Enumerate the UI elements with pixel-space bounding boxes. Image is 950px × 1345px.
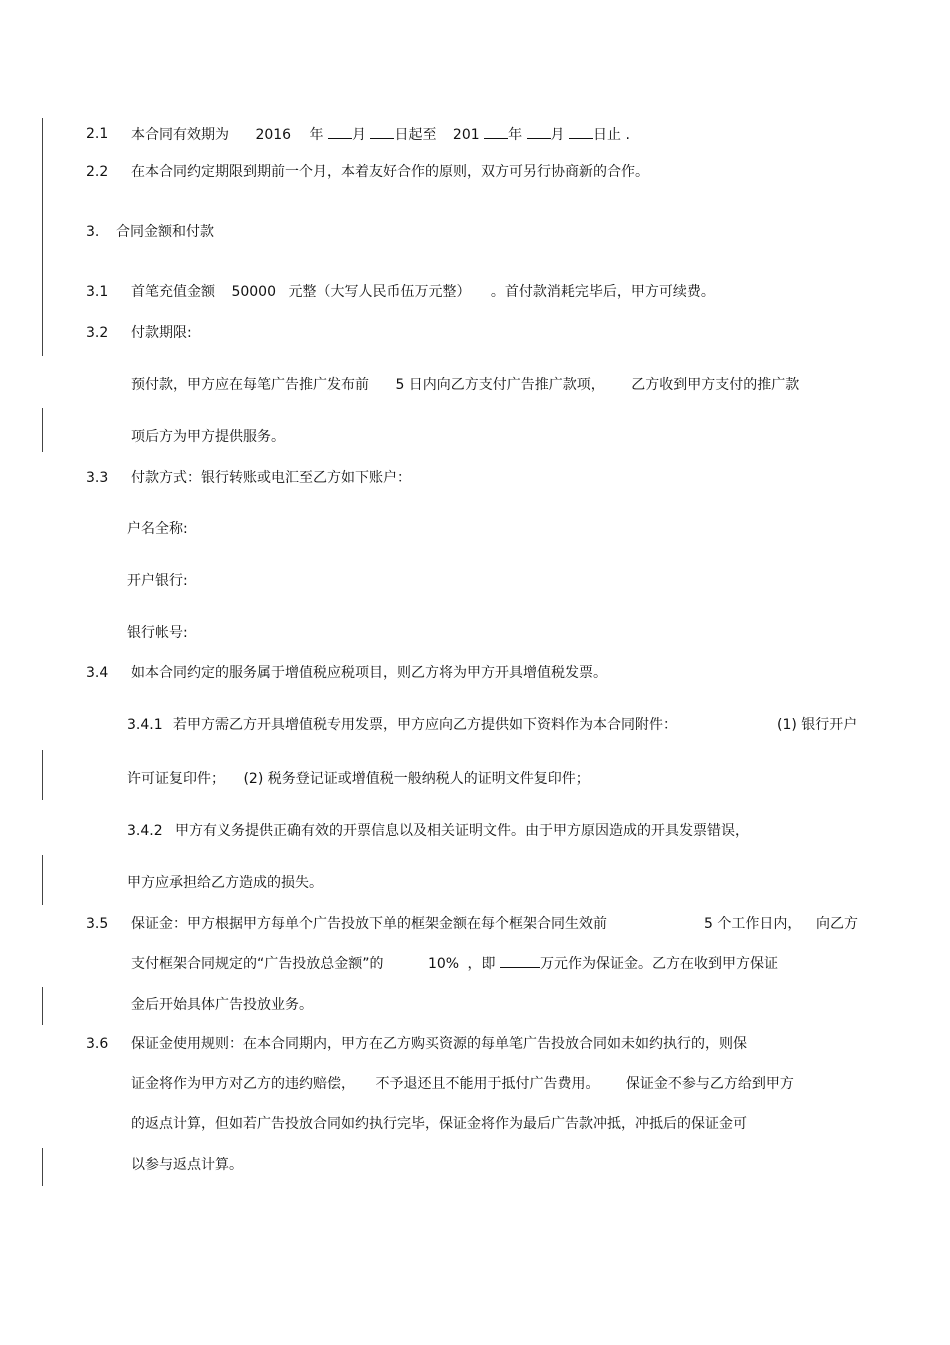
blank-field	[328, 124, 352, 139]
revision-bar	[42, 987, 43, 1025]
text: 许可证复印件；	[127, 771, 225, 787]
year-value: 2016	[255, 127, 292, 143]
clause-text: 保证金：甲方根据甲方每单个广告投放下单的框架金额在每个框架合同生效前	[131, 916, 607, 932]
text: 保证金不参与乙方给到甲方	[625, 1076, 794, 1092]
revision-bar	[42, 408, 43, 452]
clause-text: 如本合同约定的服务属于增值税应税项目，则乙方将为甲方开具增值税发票。	[131, 665, 607, 681]
clause-text: 以参与返点计算。	[131, 1157, 243, 1173]
text: 本合同有效期为	[131, 127, 229, 143]
text: 支付框架合同规定的“广告投放总金额”的	[131, 956, 384, 972]
text: 日起至	[394, 127, 437, 143]
subclause-text: 若甲方需乙方开具增值税专用发票，甲方应向乙方提供如下资料作为本合同附件：	[173, 717, 677, 733]
clause-text: 保证金使用规则：在本合同期内，甲方在乙方购买资源的每单笔广告投放合同如未如约执行的，则保	[131, 1036, 747, 1052]
clause-number: 2.1	[86, 126, 109, 142]
text: 5 日内向乙方支付广告推广款项，	[395, 377, 605, 393]
account-name-label: 户名全称:	[127, 521, 188, 537]
clause-line	[131, 124, 630, 145]
paragraph-line	[131, 375, 799, 395]
clause-text: 付款期限:	[131, 325, 192, 341]
clause-text: 向乙方	[816, 916, 858, 932]
text: 。首付款消耗完毕后，甲方可续费。	[490, 284, 715, 300]
clause-number: 3.1	[86, 284, 109, 300]
text: 万元作为保证金。乙方在收到甲方保证	[540, 956, 778, 972]
subclause-text: (1) 银行开户	[777, 717, 858, 733]
clause-number: 3.2	[86, 325, 109, 341]
clause-number: 2.2	[86, 164, 109, 180]
clause-text: 5 个工作日内，	[704, 916, 802, 932]
section-heading: 合同金额和付款	[116, 224, 214, 240]
text: 乙方收到甲方支付的推广款	[631, 377, 800, 393]
subclause-number: 3.4.2	[127, 823, 163, 839]
text: 元整（大写人民币伍万元整）	[288, 284, 471, 300]
revision-bar	[42, 855, 43, 905]
text: (2) 税务登记证或增值税一般纳税人的证明文件复印件；	[243, 771, 590, 787]
text: 年	[309, 127, 324, 143]
blank-field	[370, 124, 394, 139]
amount-value: 50000	[231, 284, 276, 300]
clause-number: 3.3	[86, 470, 109, 486]
text: 首笔充值金额	[131, 284, 215, 300]
subclause-line	[127, 769, 590, 789]
clause-line	[131, 1074, 794, 1094]
account-number-label: 银行帐号:	[127, 625, 188, 641]
blank-field	[569, 124, 593, 139]
clause-line	[131, 953, 778, 974]
text: ，即	[467, 956, 496, 972]
text: 月	[550, 127, 565, 143]
text: 证金将作为甲方对乙方的违约赔偿，	[131, 1076, 355, 1092]
revision-bar	[42, 118, 43, 356]
subclause-text: 甲方有义务提供正确有效的开票信息以及相关证明文件。由于甲方原因造成的开具发票错误，	[175, 823, 749, 839]
clause-line	[131, 282, 715, 302]
clause-text: 的返点计算，但如若广告投放合同如约执行完毕，保证金将作为最后广告款冲抵，冲抵后的保证金可	[131, 1116, 747, 1132]
clause-text: 金后开始具体广告投放业务。	[131, 997, 313, 1013]
blank-field	[527, 124, 551, 139]
clause-number: 3.5	[86, 916, 109, 932]
subclause-number: 3.4.1	[127, 717, 163, 733]
clause-text: 付款方式：银行转账或电汇至乙方如下账户：	[131, 470, 411, 486]
blank-field	[500, 953, 540, 968]
clause-number: 3.4	[86, 665, 109, 681]
subclause-text: 甲方应承担给乙方造成的损失。	[127, 875, 323, 891]
section-number: 3.	[86, 224, 100, 240]
revision-bar	[42, 750, 43, 800]
text: 不予退还且不能用于抵付广告费用。	[375, 1076, 600, 1092]
paragraph-line: 项后方为甲方提供服务。	[131, 429, 285, 445]
revision-bar	[42, 1148, 43, 1186]
text: 日止 .	[593, 127, 630, 143]
text: 预付款，甲方应在每笔广告推广发布前	[131, 377, 369, 393]
blank-field	[484, 124, 508, 139]
clause-number: 3.6	[86, 1036, 109, 1052]
text: 年	[508, 127, 523, 143]
bank-label: 开户银行:	[127, 573, 188, 589]
text: 月	[352, 127, 366, 143]
percent-value: 10%	[427, 956, 460, 972]
year-value: 201	[452, 127, 480, 143]
clause-text: 在本合同约定期限到期前一个月，本着友好合作的原则，双方可另行协商新的合作。	[131, 164, 649, 180]
